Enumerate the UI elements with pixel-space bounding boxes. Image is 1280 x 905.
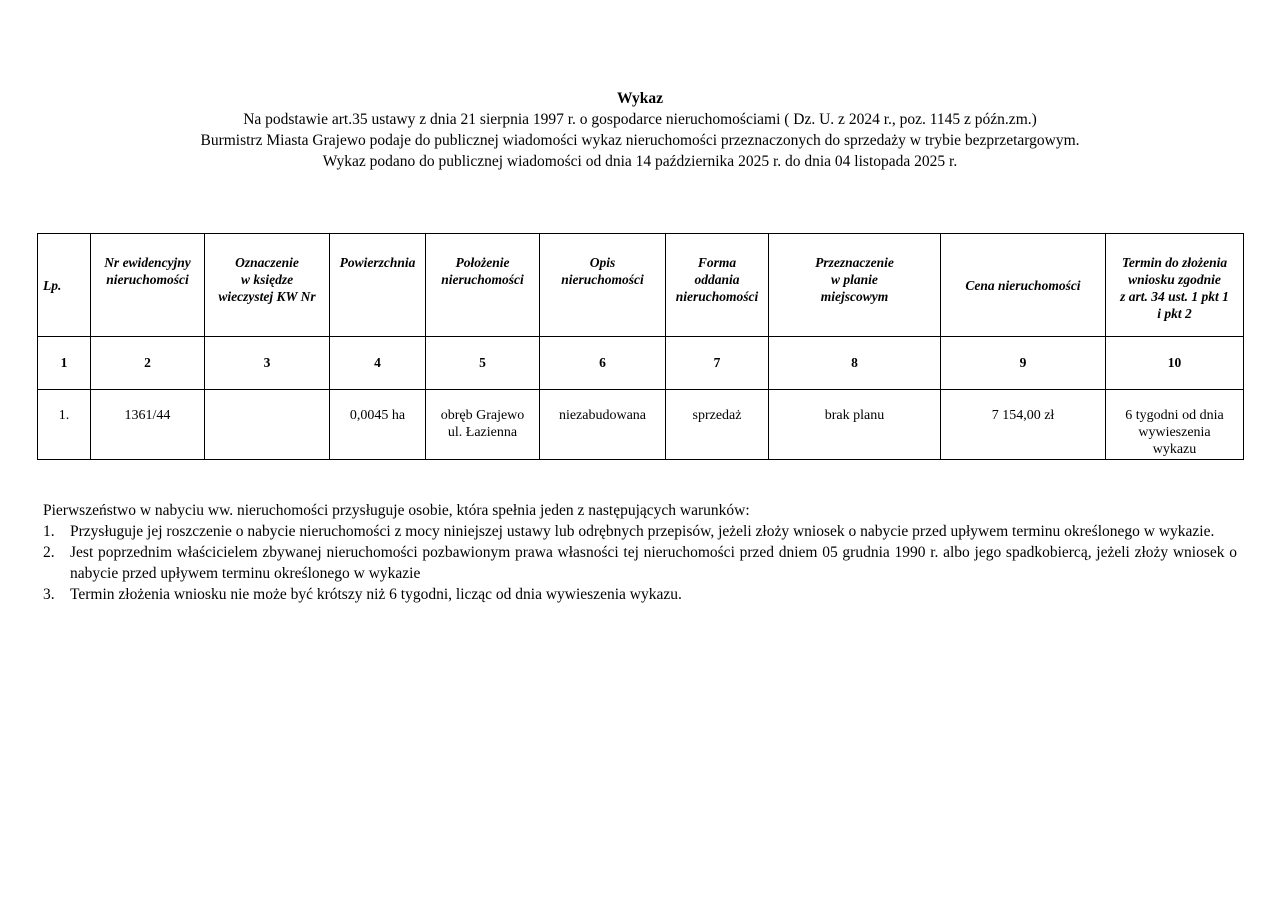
header-przeznaczenie: Przeznaczenie w planie miejscowym <box>769 234 941 337</box>
cell-forma: sprzedaż <box>666 390 769 460</box>
column-number: 8 <box>769 337 941 390</box>
column-number: 1 <box>38 337 91 390</box>
cell-cena: 7 154,00 zł <box>941 390 1106 460</box>
document-title: Wykaz <box>617 90 663 107</box>
cell-przeznaczenie: brak planu <box>769 390 941 460</box>
header-cena: Cena nieruchomości <box>941 234 1106 337</box>
column-number: 10 <box>1106 337 1244 390</box>
property-table <box>37 233 1244 460</box>
publication-period-line: Wykaz podano do publicznej wiadomości od dnia 14 października 2025 r. do dnia 04 listopada 2025 r. <box>322 153 958 170</box>
column-number: 2 <box>91 337 205 390</box>
column-number: 9 <box>941 337 1106 390</box>
header-nr-ewidencyjny: Nr ewidencyjny nieruchomości <box>91 234 205 337</box>
notes-intro: Pierwszeństwo w nabyciu ww. nieruchomości przysługuje osobie, która spełnia jeden z następujących warunków: <box>43 502 750 519</box>
header-lp: Lp. <box>38 234 91 337</box>
cell-powierzchnia: 0,0045 ha <box>330 390 426 460</box>
cell-lp: 1. <box>38 390 91 460</box>
list-item: 3. Termin złożenia wniosku nie może być krótszy niż 6 tygodni, licząc od dnia wywieszenia wykazu. <box>43 586 682 603</box>
header-termin: Termin do złożenia wniosku zgodnie z art. 34 ust. 1 pkt 1 i pkt 2 <box>1106 234 1244 337</box>
header-forma: Forma oddania nieruchomości <box>666 234 769 337</box>
cell-termin: 6 tygodni od dnia wywieszenia wykazu <box>1106 390 1244 460</box>
column-number: 6 <box>540 337 666 390</box>
header-polozenie: Położenie nieruchomości <box>426 234 540 337</box>
cell-opis: niezabudowana <box>540 390 666 460</box>
legal-basis-line: Na podstawie art.35 ustawy z dnia 21 sierpnia 1997 r. o gospodarce nieruchomościami ( Dz. U. z 2024 r., poz. 1145 z późn.zm.) <box>243 111 1037 128</box>
list-item: 2. Jest poprzednim właścicielem zbywanej nieruchomości pozbawionym prawa własności tej nieruchomości przed dniem 05 grudnia 1990 r. albo jego spadkobiercą, jeżeli złoży wniosek o nabycie przed upływem terminu określonego w wykazie <box>43 544 1237 582</box>
column-number: 4 <box>330 337 426 390</box>
table-header-row <box>38 234 1244 337</box>
document-header <box>0 88 1280 172</box>
header-oznaczenie-kw: Oznaczenie w księdze wieczystej KW Nr <box>205 234 330 337</box>
cell-kw <box>205 390 330 460</box>
column-number: 7 <box>666 337 769 390</box>
header-powierzchnia: Powierzchnia <box>330 234 426 337</box>
announcement-line: Burmistrz Miasta Grajewo podaje do publicznej wiadomości wykaz nieruchomości przeznaczonych do sprzedaży w trybie bezprzetargowym. <box>200 132 1080 149</box>
list-item: 1. Przysługuje jej roszczenie o nabycie nieruchomości z mocy niniejszej ustawy lub odrębnych przepisów, jeżeli złoży wniosek o nabycie przed upływem terminu określonego w wykazie. <box>43 523 1215 540</box>
column-number: 5 <box>426 337 540 390</box>
conditions-list <box>43 521 1237 605</box>
header-opis: Opis nieruchomości <box>540 234 666 337</box>
priority-notes <box>43 500 1237 605</box>
column-number-row <box>38 337 1244 390</box>
cell-polozenie: obręb Grajewo ul. Łazienna <box>426 390 540 460</box>
column-number: 3 <box>205 337 330 390</box>
cell-nr-ewidencyjny: 1361/44 <box>91 390 205 460</box>
table-row <box>38 390 1244 460</box>
